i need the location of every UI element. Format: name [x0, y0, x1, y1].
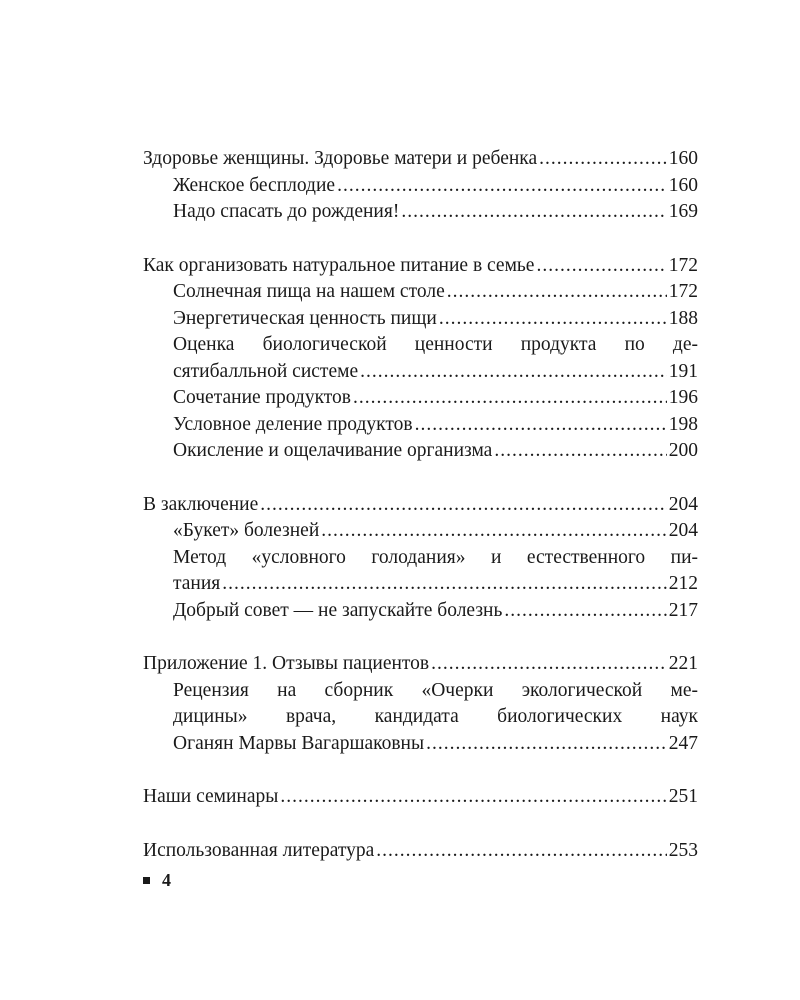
toc-page-number: 204 — [668, 493, 698, 515]
leader-dots — [415, 412, 667, 439]
toc-section-title: Как организовать натуральное питание в семье — [143, 254, 535, 276]
leader-dots — [447, 279, 667, 306]
toc-item — [143, 306, 698, 333]
leader-dots — [260, 492, 666, 519]
toc-page-number: 160 — [668, 148, 698, 169]
toc-item-title: Надо спасать до рождения! — [173, 201, 400, 222]
toc-page-number: 188 — [668, 307, 698, 329]
leader-dots — [494, 438, 666, 465]
leader-dots — [401, 199, 666, 226]
leader-dots — [376, 838, 666, 865]
toc-item-line — [143, 678, 698, 705]
leader-dots — [504, 598, 666, 625]
toc-page-number: 251 — [668, 786, 698, 807]
toc-item-title: Солнечная пища на нашем столе — [173, 281, 445, 302]
toc-item — [143, 173, 698, 200]
toc-page-number: 169 — [668, 201, 698, 222]
leader-dots — [360, 359, 667, 386]
toc-item — [143, 571, 698, 598]
folio-number: 4 — [162, 870, 171, 890]
toc-item-title: Женское бесплодие — [173, 174, 336, 196]
toc-page-number: 172 — [668, 254, 698, 276]
square-bullet-icon — [143, 877, 150, 884]
toc-section-entry — [143, 146, 698, 173]
toc-section-entry — [143, 784, 698, 811]
toc-item — [143, 385, 698, 412]
toc-item-title: Условное деление продуктов — [173, 413, 413, 435]
leader-dots — [280, 784, 666, 811]
toc-item-line — [143, 332, 698, 359]
toc-item-title: Метод «условного голодания» и естественного пи- — [173, 546, 698, 568]
leader-dots — [321, 518, 666, 545]
toc-item — [143, 598, 698, 625]
toc-item — [143, 518, 698, 545]
toc-item-title: Добрый совет — не запускайте болезнь — [173, 599, 503, 621]
toc-item — [143, 731, 698, 758]
toc-item-title: Рецензия на сборник «Очерки экологической ме- — [173, 679, 698, 701]
toc-item-title: Оганян Марвы Вагаршаковны — [173, 732, 425, 754]
toc-item-title: дицины» врача, кандидата биологических наук — [173, 706, 698, 727]
toc-item-title: Оценка биологической ценности продукта по де- — [173, 334, 698, 355]
toc-item-line — [143, 545, 698, 572]
toc-section-title: Наши семинары — [143, 786, 279, 807]
toc-page-number: 221 — [668, 653, 698, 674]
toc-item — [143, 199, 698, 226]
toc-section-entry — [143, 492, 698, 519]
leader-dots — [536, 253, 666, 280]
toc-page-number: 160 — [668, 174, 698, 196]
toc-item-title: «Букет» болезней — [173, 520, 320, 541]
toc-page-number: 247 — [668, 732, 698, 754]
toc-section-entry — [143, 651, 698, 678]
leader-dots — [337, 173, 667, 200]
toc-section-title: Приложение 1. Отзывы пациентов — [143, 653, 430, 674]
toc-section-title: Использованная литература — [143, 839, 375, 861]
toc-item-title: Окисление и ощелачивание организма — [173, 440, 493, 461]
toc-page-number: 212 — [668, 573, 698, 594]
toc-page-number: 196 — [668, 387, 698, 408]
toc-page-number: 217 — [668, 599, 698, 621]
toc-section-entry — [143, 838, 698, 865]
leader-dots — [222, 571, 666, 598]
toc-section-entry — [143, 253, 698, 280]
table-of-contents — [143, 146, 698, 864]
toc-item-title: Энергетическая ценность пищи — [173, 307, 437, 329]
leader-dots — [426, 731, 667, 758]
toc-page-number: 200 — [668, 440, 698, 461]
toc-item — [143, 412, 698, 439]
toc-item-title: сятибалльной системе — [173, 360, 359, 382]
toc-section-title: В заключение — [143, 493, 259, 515]
toc-page-number: 191 — [668, 360, 698, 382]
toc-item — [143, 279, 698, 306]
toc-item-title: Сочетание продуктов — [173, 387, 352, 408]
toc-page-number: 198 — [668, 413, 698, 435]
page-folio — [143, 870, 171, 891]
toc-page-number: 172 — [668, 281, 698, 302]
toc-item — [143, 438, 698, 465]
toc-page-number: 204 — [668, 520, 698, 541]
leader-dots — [539, 146, 667, 173]
toc-page-number: 253 — [668, 839, 698, 861]
toc-item-title: тания — [173, 573, 221, 594]
toc-item — [143, 359, 698, 386]
toc-item-line — [143, 704, 698, 731]
leader-dots — [431, 651, 667, 678]
toc-section-title: Здоровье женщины. Здоровье матери и ребенка — [143, 148, 538, 169]
leader-dots — [353, 385, 667, 412]
leader-dots — [439, 306, 667, 333]
